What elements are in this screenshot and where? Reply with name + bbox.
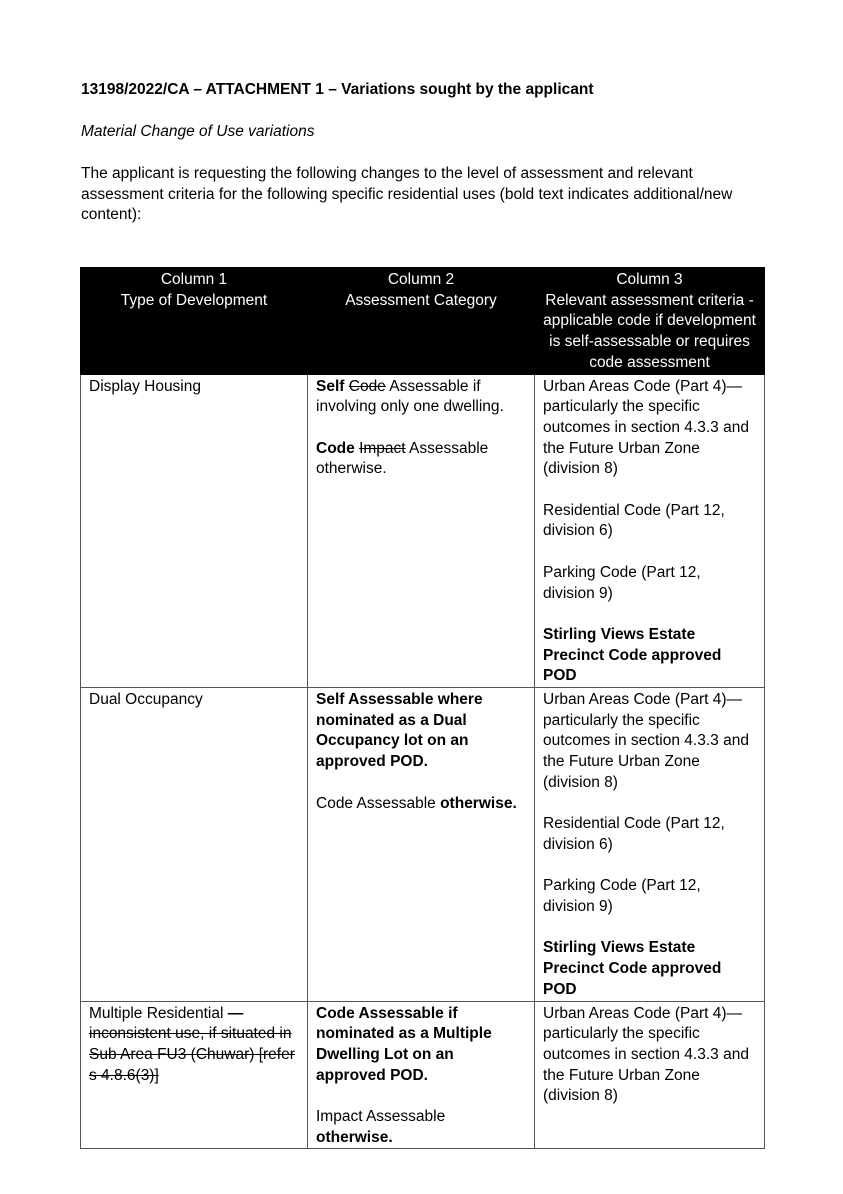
header-column-3: Column 3 Relevant assessment criteria - applicable code if development is self-assessable or requires code assessment bbox=[535, 268, 765, 375]
assessment-criteria-cell: Urban Areas Code (Part 4)—particularly the specific outcomes in section 4.3.3 and the Future Urban Zone (division 8) Residential Code (Part 12, division 6) Parking Code (Part 12, division 9) Stirling Views Estate Precinct Code approved POD bbox=[535, 688, 765, 1002]
table-row bbox=[81, 1001, 765, 1149]
variations-table bbox=[80, 267, 765, 1149]
assessment-criteria-cell: Urban Areas Code (Part 4)—particularly the specific outcomes in section 4.3.3 and the Future Urban Zone (division 8) Residential Code (Part 12, division 6) Parking Code (Part 12, division 9) Stirling Views Estate Precinct Code approved POD bbox=[535, 374, 765, 688]
assessment-category-cell: Self Code Assessable if involving only one dwelling. Code Impact Assessable otherwise. bbox=[308, 374, 535, 688]
assessment-category-cell: Code Assessable if nominated as a Multiple Dwelling Lot on an approved POD. Impact Assessable otherwise. bbox=[308, 1001, 535, 1149]
table-row bbox=[81, 688, 765, 1002]
table-row bbox=[81, 374, 765, 688]
table-header-row bbox=[81, 268, 765, 375]
intro-paragraph: The applicant is requesting the following changes to the level of assessment and relevant assessment criteria for the following specific residential uses (bold text indicates additional/new content): bbox=[81, 165, 733, 224]
development-type-cell: Dual Occupancy bbox=[81, 688, 308, 1002]
assessment-criteria-cell: Urban Areas Code (Part 4)—particularly the specific outcomes in section 4.3.3 and the Future Urban Zone (division 8) bbox=[535, 1001, 765, 1149]
header-column-2: Column 2 Assessment Category bbox=[308, 268, 535, 375]
document-title: 13198/2022/CA – ATTACHMENT 1 – Variations sought by the applicant bbox=[81, 81, 594, 98]
development-type-cell: Display Housing bbox=[81, 374, 308, 688]
header-column-1: Column 1 Type of Development bbox=[81, 268, 308, 375]
assessment-category-cell: Self Assessable where nominated as a Dual Occupancy lot on an approved POD. Code Assessable otherwise. bbox=[308, 688, 535, 1002]
section-subtitle: Material Change of Use variations bbox=[81, 123, 315, 140]
development-type-cell: Multiple Residential — inconsistent use, if situated in Sub Area FU3 (Chuwar) [refer s 4.8.6(3)] bbox=[81, 1001, 308, 1149]
